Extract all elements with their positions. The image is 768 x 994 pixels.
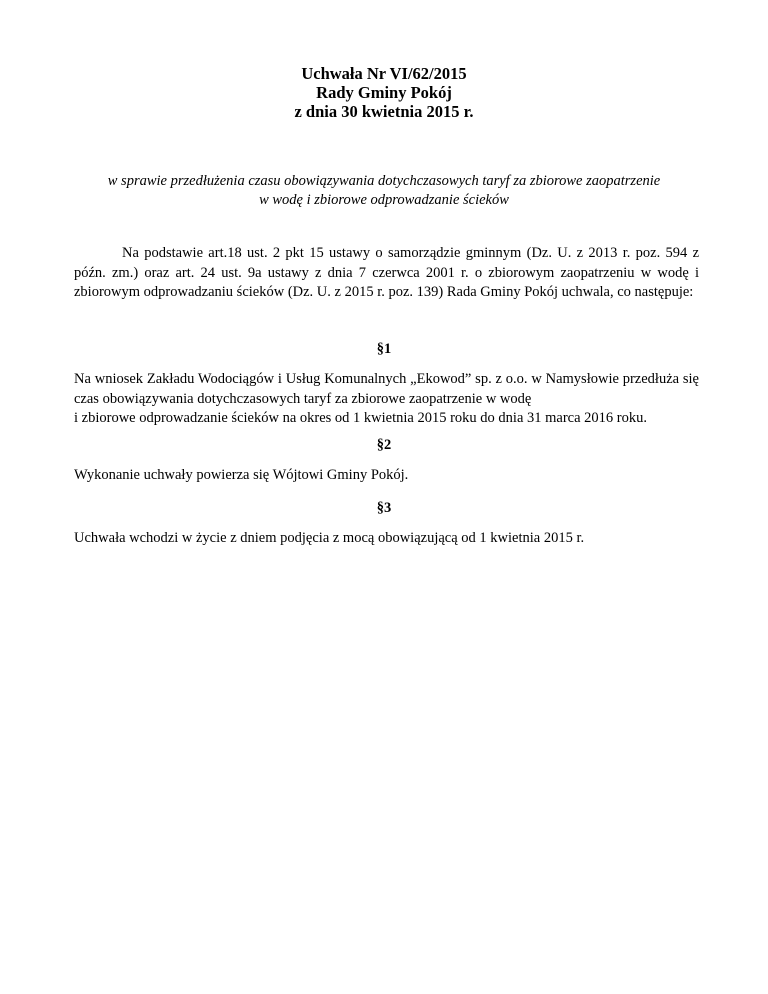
subject-line-2: w wodę i zbiorowe odprowadzanie ścieków <box>259 192 509 208</box>
section-1-text-part-1: Na wniosek Zakładu Wodociągów i Usług Komunalnych „Ekowod” sp. z o.o. w Namysłowie przedłuża się czas obowiązywania dotychczasowych taryf za zbiorowe zaopatrzenie w wodę <box>74 371 699 407</box>
subject-line-1: w sprawie przedłużenia czasu obowiązywania dotychczasowych taryf za zbiorowe zaopatrzenie <box>107 173 661 189</box>
section-2-text: Wykonanie uchwały powierza się Wójtowi Gminy Pokój. <box>74 467 409 483</box>
section-3-mark: §3 <box>376 500 392 516</box>
resolution-subject <box>60 172 708 210</box>
section-1-mark: §1 <box>376 341 392 357</box>
section-3-text: Uchwała wchodzi w życie z dniem podjęcia z mocą obowiązującą od 1 kwietnia 2015 r. <box>74 530 585 546</box>
council-name: Rady Gminy Pokój <box>316 83 452 102</box>
resolution-number: Uchwała Nr VI/62/2015 <box>301 64 467 83</box>
section-1-text-part-2: i zbiorowe odprowadzanie ścieków na okres od 1 kwietnia 2015 roku do dnia 31 marca 2016 roku. <box>74 410 647 426</box>
legal-basis-paragraph: Na podstawie art.18 ust. 2 pkt 15 ustawy o samorządzie gminnym (Dz. U. z 2013 r. poz. 594 z późn. zm.) oraz art. 24 ust. 9a ustawy z dnia 7 czerwca 2001 r. o zbiorowym zaopatrzeniu w wodę i zbiorowym odprowadzaniu ścieków (Dz. U. z 2015 r. poz. 139) Rada Gminy Pokój uchwala, co następuje: <box>74 245 699 300</box>
section-2-mark: §2 <box>376 437 392 453</box>
resolution-title <box>0 64 768 121</box>
section-1-text <box>74 370 699 429</box>
resolution-date: z dnia 30 kwietnia 2015 r. <box>294 102 474 121</box>
